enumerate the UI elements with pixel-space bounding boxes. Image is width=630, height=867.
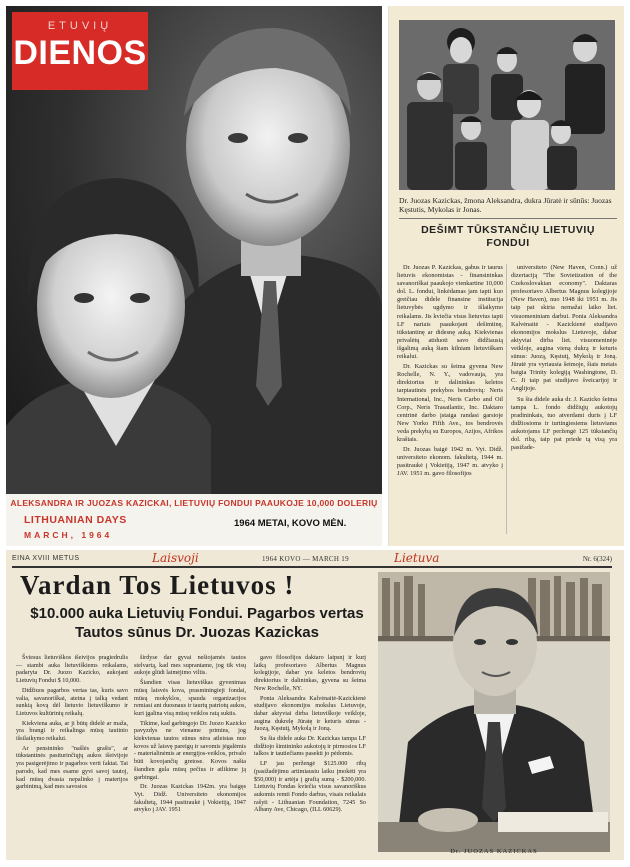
newspaper-page: [6, 548, 624, 860]
newspaper-paragraph: Dr. Juozas Kazickas 1942m. yra baigęs Vyt. Didž. Universiteto ekonomijos fakultetą, 1944 pasitraukė į Vokietiją, 1947 atvyko į JAV. 1951: [134, 783, 246, 814]
cover-publication-name: LITHUANIAN DAYS: [24, 514, 127, 526]
clipping-paragraph: Dr. Juozas baigė 1942 m. Vyt. Didž. universiteto ekonom. fakultetą, 1944 m. pasitraukė į Vokietiją, 1947 m. atvyko į JAV. 1951 m. gavo filosofijos: [397, 446, 503, 478]
family-photo-art: [399, 20, 615, 190]
newspaper-paragraph: Su šia didele auka Dr. Kazickas tampa LF didžiojo šimtininko aukotojų ir pirmosios LF talkos ir tautiečiams pasekti jo pėdomis.: [254, 735, 366, 758]
portrait-photo-art: [378, 572, 610, 852]
masthead-date: 1964 KOVO — MARCH 19: [262, 555, 349, 563]
family-photo-caption: Dr. Juozas Kazickas, žmona Aleksandra, dukra Jūratė ir sūnūs: Juozas Kęstutis, Mykolas ir Jonas.: [399, 196, 612, 214]
newspaper-subheadline: $10.000 auka Lietuvių Fondui. Pagarbos vertas Tautos sūnus Dr. Juozas Kazickas: [30, 605, 364, 641]
cover-issue-date: 1964 METAI, KOVO MĖN.: [234, 518, 347, 529]
family-article-clipping: [388, 6, 624, 546]
clipping-paragraph: Dr. Kazickas su šeima gyvena New Rochelle, N. Y., vadovauja, yra direktorius ir dalininkas keletos tarptautinės prekybos bendrovių: Neris International, Inc., Neris Carbo and Oil Corp., Neris Trasatlantic, Inc. Daktaro centrinė darbo įstaiga randasi garsioje New Yorko Fifth Ave., tos bendrovės veda prekybą su Europos, Azijos, Afrikos kraštais.: [397, 363, 503, 443]
portrait-photo: [378, 572, 610, 852]
clipping-title: DEŠIMT TŪKSTANČIŲ LIETUVIŲ FONDUI: [421, 224, 595, 249]
newspaper-paragraph: Tikime, kad garbingojo Dr. Juozo Kazicko pavyzdys ne viename primins, jog kiekvienas tautos sūnus nėra atleistas nuo kovos už laisvę pareigų ir savomis jėgalėmis - materialinėmis ar energijos-veiklos, privalo būti kovojančių gretose. Kovos našta šiandien gula mūsų pečius ir atlikime ją garbingai.: [134, 719, 246, 781]
magazine-logo: [12, 12, 148, 90]
magazine-cover: [6, 6, 382, 546]
cover-caption: ALEKSANDRA IR JUOZAS KAZICKAI, LIETUVIŲ FONDUI PAAUKOJE 10,000 DOLERIŲ: [10, 498, 378, 508]
family-photo: [399, 20, 615, 190]
newspaper-paragraph: LF jau peržengė $125.000 ribą (pasižadėjimu artimiausiu laiku įmokėti yra $50,000) ir artėja į grafią sumą - $200,000. Lietuvių Fondas kviečia visus savanoriškus aukomis remti Fondo darbus, visais reikalais rašyti - Lithuanian Foundation, 7245 So Albany Ave, Chicago, (ILL 60629).: [254, 760, 366, 814]
clipping-paragraph: Su šia didele auka dr. J. Kazicko šeima tampa L. fondo didžiųjų aukotojų pradininkais, tuo atverdami duris į LF didžiosioms ir turtingiesiems lietuviams aukotojams LF peržengė 125 tūkstančių dol. ribą, taip pat priede tą visą yra pasižade-: [511, 395, 617, 452]
newspaper-paragraph: Kiekviena auka, ar ji būtų didelė ar maža, yra brangi ir reikalinga mūsų tautinio išsilaikymo reikalui.: [16, 719, 128, 743]
newspaper-column-1: [16, 654, 128, 793]
newspaper-paragraph: širdyse dar gyvai nešiojamės tautos stelvartą, kad mes suprantame, jog tik visų aukoje glūdi laimėjimo viltis.: [134, 654, 246, 677]
clipping-paragraph: universiteto (New Haven, Conn.) už dizertaciją "The Sovietization of the Czekoslovakian economy". Daktaras profesoriavo Albertus Magnus kolegijoje (New Haven), nuo 1948 iki 1951 m. Jis taip pat skiria nemažai laiko liet. visuomeniniam darbui. Ponia Aleksandra Kalvėnaitė - Kazickienė studijavo ekonomijos mokslus Lietuvoje, dabar aktyviai dirba liet. visuomeninėje veikloje, augina vieną dukrą ir keturis sūnus: Juozą, Kęstutį, Mykolą ir Joną. Jūratė yra vyriausia šeimoje, šiais metais baigia Trinity kolegiją Washingtone, D. C. Ji taip pat studijavo šveicarijoj ir Anglijoje.: [511, 264, 617, 393]
caption-divider: [399, 218, 617, 219]
logo-title: DIENOS: [13, 34, 147, 72]
newspaper-paragraph: Didžiuos pagarbos vertas tas, kuris savo valia, savanoriškai, ateina į talką vedant sunkią kovą dėl lietuvio lietuviškumo ir Lietuvos kultūrinių reikalų.: [16, 686, 128, 717]
newspaper-paragraph: Šiandien visas lietuviškas gyvenimas mūsų laisvės kova, prasminingieji fondai, mūsų mokyklos, spauda organizacijos remiasi ant duosnaus ir taurių patriotų aukos, kuri įgalina visą mūsų veiklos ratą suktis.: [134, 679, 246, 717]
handwritten-note-1: Laisvoji: [152, 551, 199, 565]
newspaper-paragraph: Ar pensininko "našlės grašis", ar tūkstantinės pasiturinčiųjų aukos išeivijoje yra pasigerėjimo ir pagarbos verti faktai. Tai parodo, kad mes esame gyvi savoj tautoj, kad mūsų dvasia nepalinko į materijos garbinimą, kad mes savosios: [16, 744, 128, 791]
newspaper-paragraph: gavo filosofijos daktaro laipsnį ir kurį laiką profesoriavo Albertus Magnus kolegijoje, dabar yra keletos bendrovių direktorius ir dalininkas, gyvena su šeima New Rochelle, NY.: [254, 654, 366, 692]
cover-publication-date: MARCH, 1964: [24, 530, 113, 540]
newspaper-paragraph: Šviesus lietuviškos išeivijos pragiedrulis — stambi auka lietuviškiems reikalams, padaryta Dr. Juozo Kazicko, aukojant Lietuvių Fondui $ 10,000.: [16, 654, 128, 685]
newspaper-column-3: [254, 654, 366, 816]
clipping-column-1: [397, 264, 503, 480]
newspaper-paragraph: Ponia Aleksandra Kalvėnaitė-Kazickienė studijavo ekonomijos mokslus Lietuvoje, dabar aktyviai dirba lietuviškoje veikloje, augina dukrelę Jūratę ir keturis sūnus - Juozą, Kęstutį, Mykolą ir Joną.: [254, 694, 366, 733]
clipping-paragraph: Dr. Juozas P. Kazickas, gabus ir taurus lietuvis ekonomistas - finansininkas savanoriškai paaukojo vienkartine 10,000 dol. L. fondui, linkėdamas jam tapti kuo greičiau didele finansine institucija lietuvybės ugdymo ir išlaikymo reikalams. Jis kviečia visus lietuvius tapti LF nariais paaukojant dešimtinę, tūkstantinę ar didesnę auką. Kiekvienas privalėtų atiduoti savo didžiausią išgalimą auką šiam kilniam lietuviškam reikalui.: [397, 264, 503, 361]
logo-small-text: ETUVIŲ: [47, 20, 113, 32]
masthead-issue-number: Nr. 6(324): [582, 555, 612, 563]
masthead-volume: EINA XVIII METUS: [12, 555, 80, 562]
handwritten-note-2: Lietuva: [394, 551, 440, 565]
newspaper-column-2: [134, 654, 246, 816]
masthead: [12, 552, 612, 568]
portrait-caption: Dr. JUOZAS KAZICKAS: [450, 848, 538, 855]
newspaper-headline: Vardan Tos Lietuvos !: [20, 570, 295, 600]
column-divider: [506, 264, 507, 534]
clipping-column-2: [511, 264, 617, 454]
